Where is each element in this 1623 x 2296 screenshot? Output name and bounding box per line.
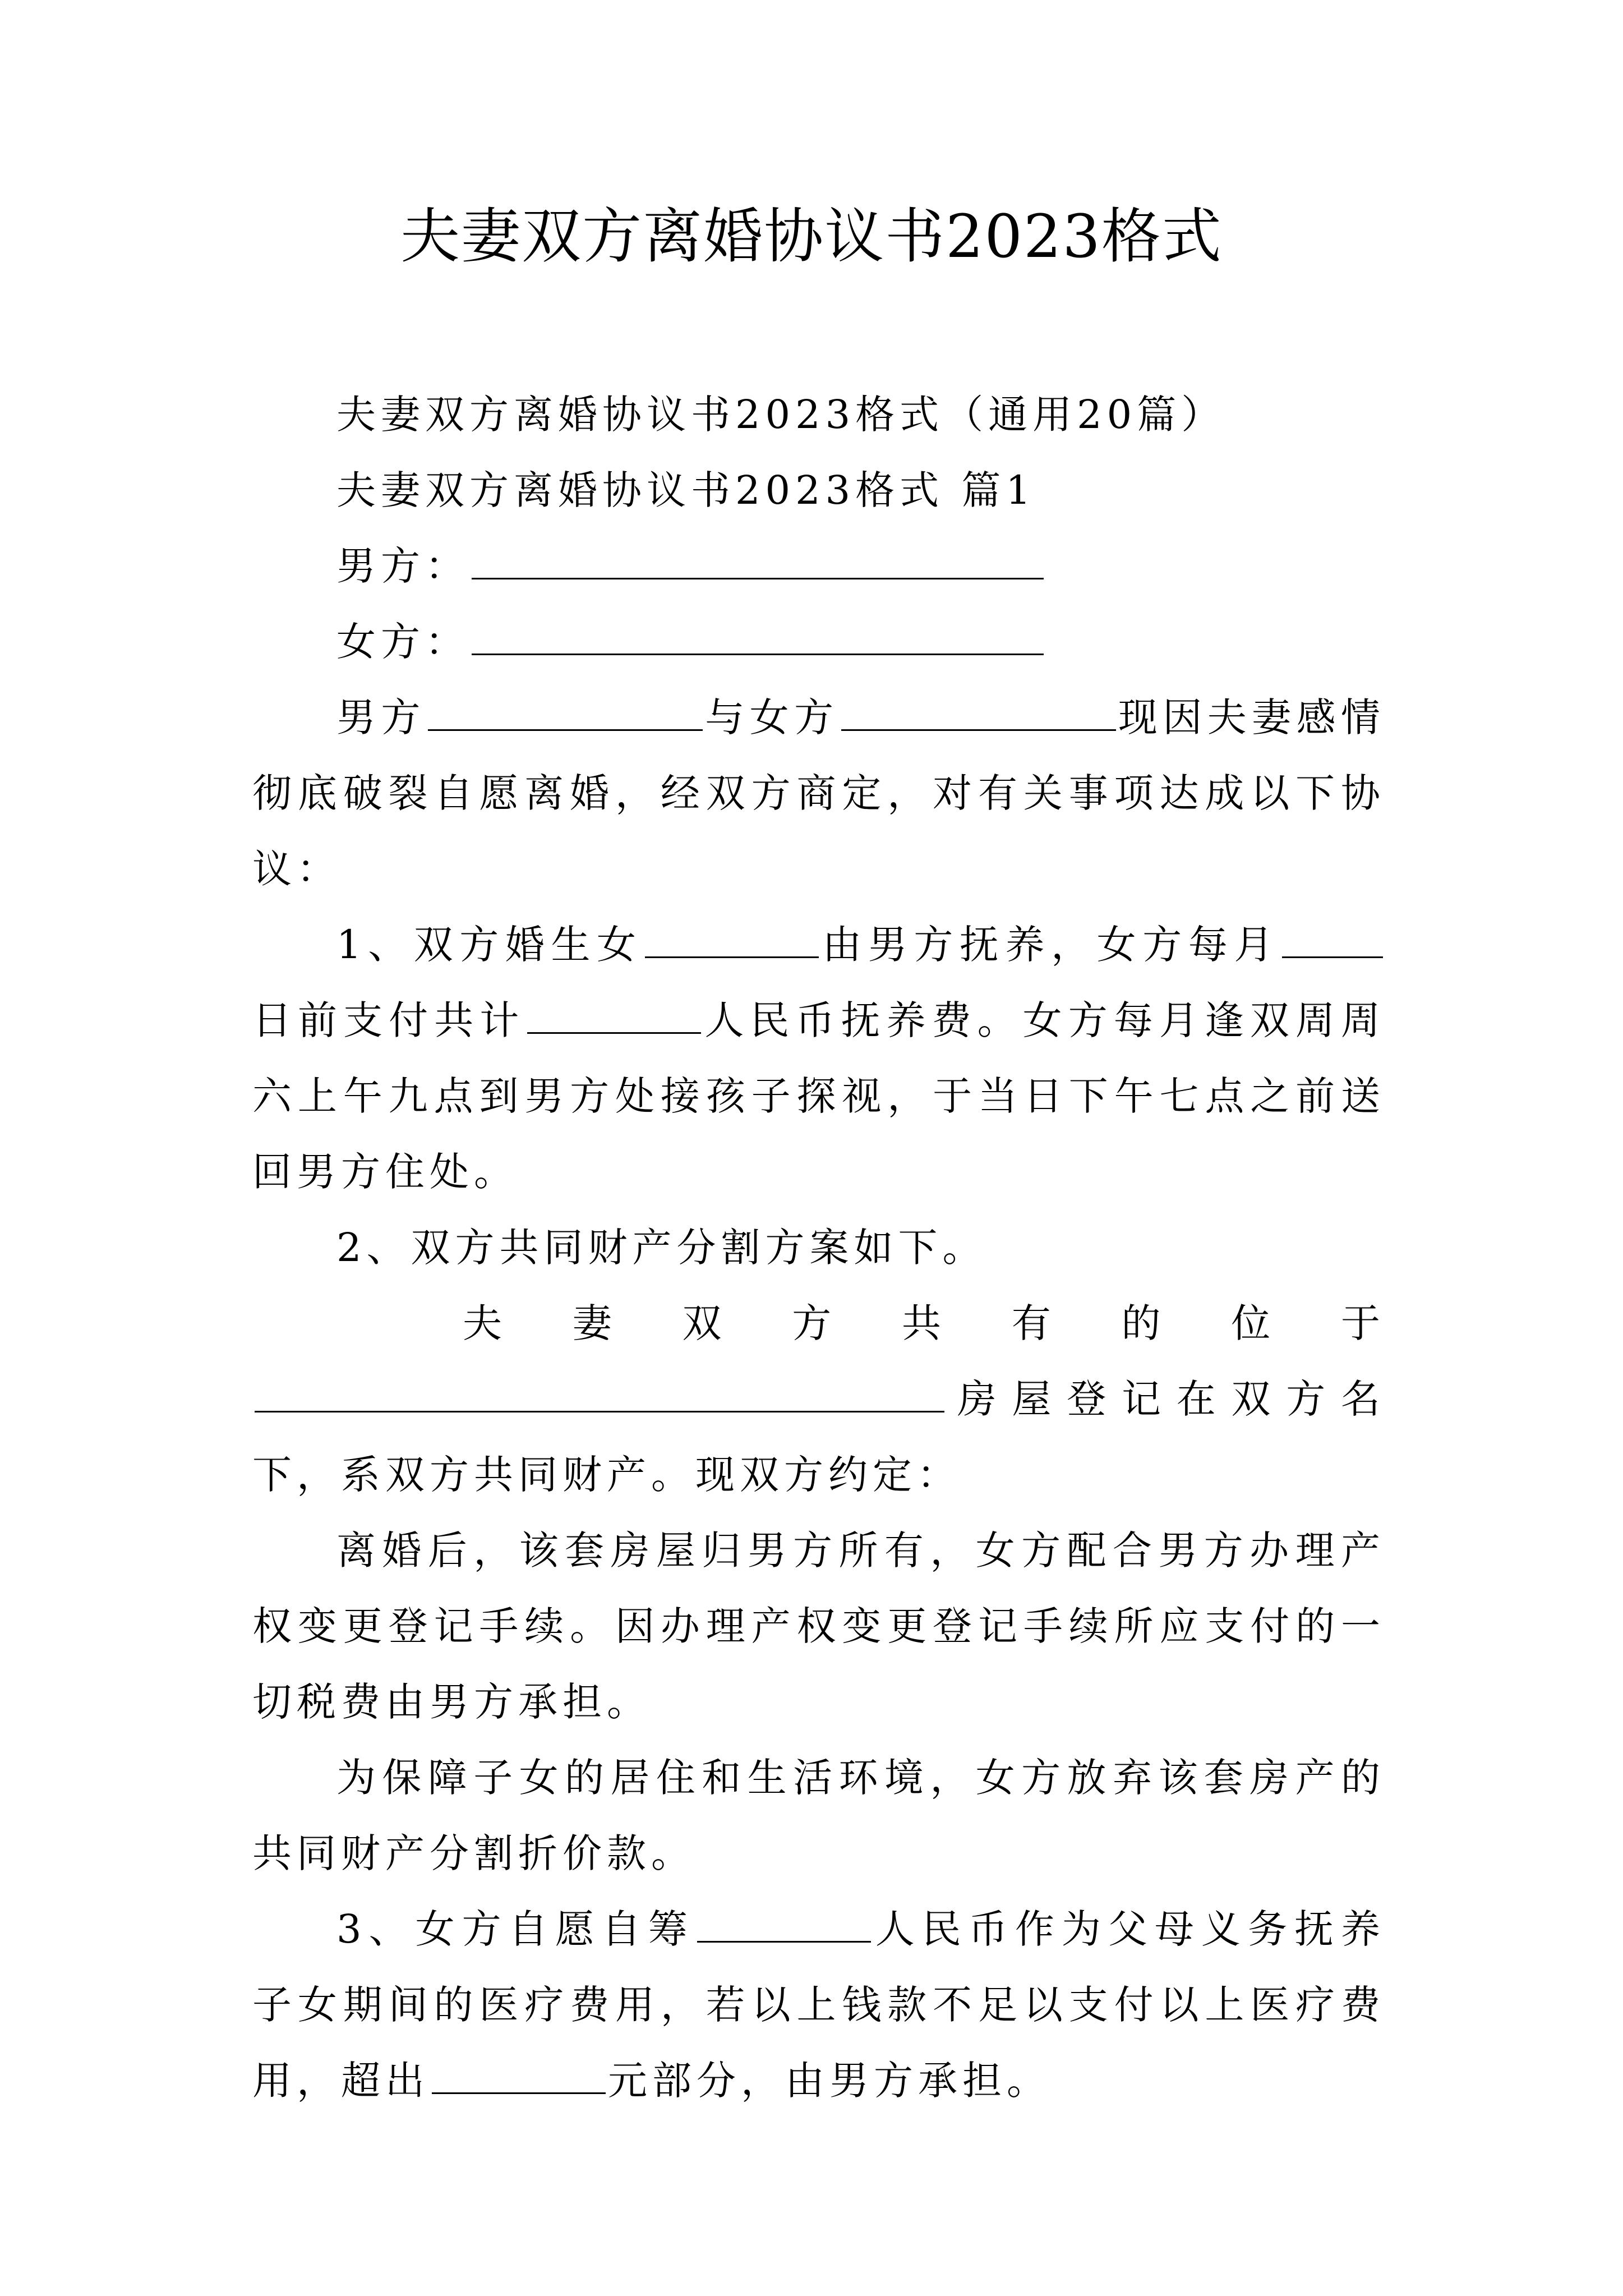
section-heading-text: 夫妻双方离婚协议书2023格式 篇1: [336, 467, 1036, 513]
section-heading: [252, 453, 1385, 528]
clause1-part4: 人民币抚养费。女方每月逢双周周六上午九点到男方处接孩子探视，于当日下午七点之前送回男方住处。: [252, 997, 1386, 1195]
female-label: 女方：: [336, 619, 469, 665]
spread-char: 夫: [463, 1300, 507, 1346]
clause-2-paragraph-b: [252, 1740, 1385, 1892]
spread-char: 双: [682, 1300, 727, 1346]
intro-female-blank: [841, 696, 1116, 731]
clause-2-spread-line: [252, 1286, 1385, 1361]
intro-part2: 与女方: [704, 694, 839, 740]
spread-char: 共: [902, 1300, 946, 1346]
clause-2-paragraph-a: [252, 1513, 1385, 1740]
clause3-part2: 人民币作为父母义务抚养子女期间的医疗费用，若以上钱款不足以支付以上医疗费用，超出: [252, 1906, 1385, 2104]
spread-char: 于: [1341, 1300, 1385, 1346]
clause1-day-blank: [1282, 923, 1383, 958]
clause1-part2: 由男方抚养，女方每月: [820, 922, 1280, 968]
house-address-blank: [255, 1377, 944, 1412]
spread-char: 妻: [572, 1300, 617, 1346]
document-title: 夫妻双方离婚协议书2023格式: [400, 202, 1223, 271]
clause2-para-a-text: 离婚后，该套房屋归男方所有，女方配合男方办理产权变更登记手续。因办理产权变更登记手续所应支付的一切税费由男方承担。: [252, 1527, 1385, 1725]
female-name-blank: [472, 620, 1044, 655]
male-label: 男方：: [336, 543, 469, 589]
spread-char: 方: [792, 1300, 837, 1346]
intro-part1: 男方: [336, 694, 426, 740]
clause2-heading-text: 2、双方共同财产分割方案如下。: [336, 1225, 987, 1271]
spread-char: 的: [1121, 1300, 1166, 1346]
intro-male-blank: [428, 696, 703, 731]
clause2-house-text: 房屋登记在双方名下，系双方共同财产。现双方约定：: [252, 1376, 1385, 1498]
clause3-excess-blank: [432, 2059, 606, 2094]
clause3-part3: 元部分，由男方承担。: [608, 2058, 1051, 2104]
intro-paragraph: [252, 680, 1385, 907]
female-party-line: [252, 604, 1385, 680]
male-party-line: [252, 528, 1385, 604]
clause-2-heading: [252, 1210, 1385, 1286]
male-name-blank: [472, 544, 1044, 579]
clause1-amount-blank: [527, 999, 701, 1034]
clause3-part1: 3、女方自愿自筹: [336, 1906, 695, 1952]
intro-part3: 现因夫妻感情彻底破裂自愿离婚，经双方商定，对有关事项达成以下协议：: [252, 694, 1386, 892]
clause1-part3: 日前支付共计: [252, 997, 525, 1043]
clause-3-paragraph: [252, 1892, 1385, 2119]
clause1-daughter-blank: [645, 923, 819, 958]
clause2-para-b-text: 为保障子女的居住和生活环境，女方放弃该套房产的共同财产分割折价款。: [252, 1755, 1385, 1876]
document-body: [252, 377, 1385, 2119]
clause1-part1: 1、双方婚生女: [336, 922, 643, 968]
subtitle-line: [252, 377, 1385, 453]
spread-char: 有: [1011, 1300, 1056, 1346]
clause-2-house-paragraph: [252, 1361, 1385, 1513]
clause-1-paragraph: [252, 907, 1385, 1210]
spread-char: 位: [1231, 1300, 1276, 1346]
clause3-amount-blank: [697, 1907, 871, 1943]
subtitle-text: 夫妻双方离婚协议书2023格式（通用20篇）: [336, 392, 1226, 438]
